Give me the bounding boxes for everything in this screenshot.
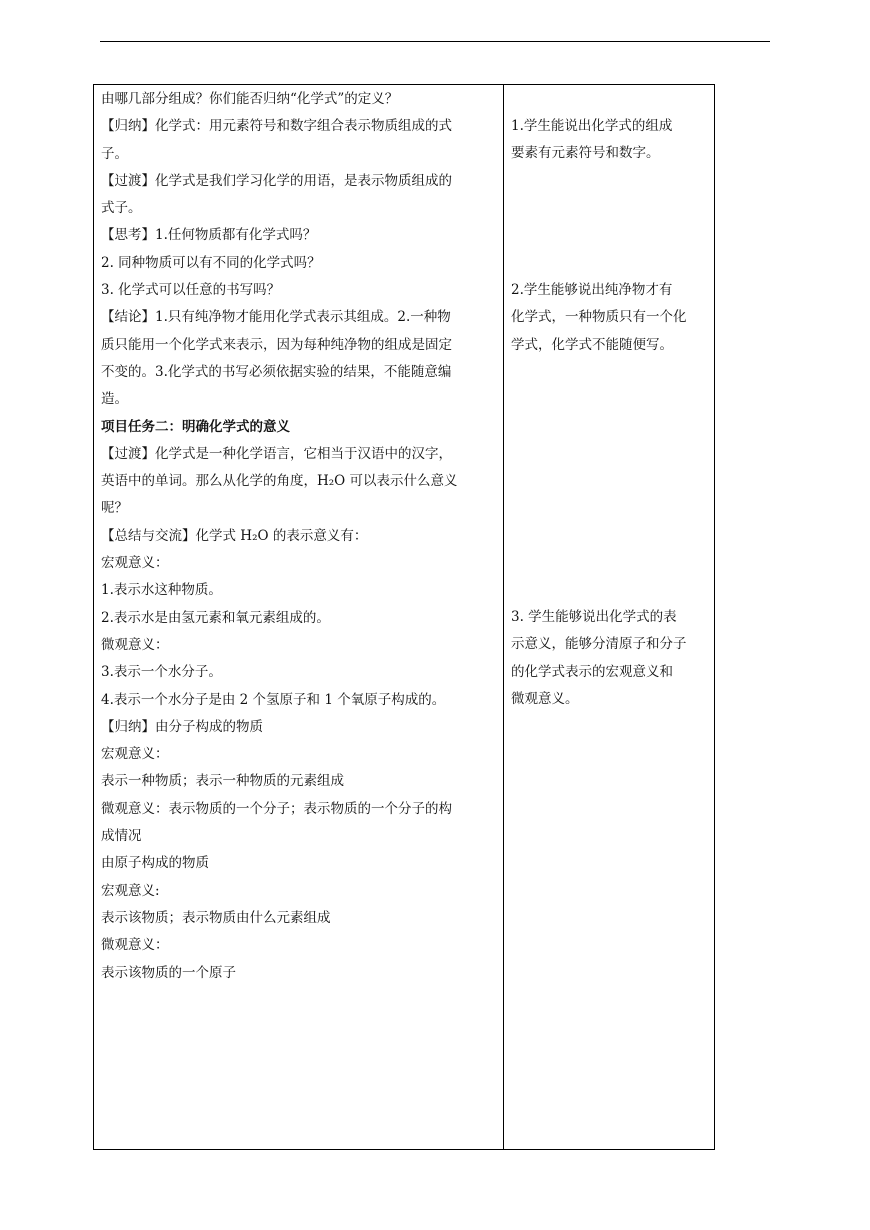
teaching-process-column bbox=[101, 86, 497, 987]
text-line: 2.表示水是由氢元素和氧元素组成的。 bbox=[101, 609, 330, 626]
text-line: 表示一种物质；表示一种物质的元素组成 bbox=[101, 773, 344, 790]
text-line: 宏观意义: bbox=[101, 882, 160, 899]
text-line: 由原子构成的物质 bbox=[101, 855, 209, 872]
text-line: 微观意义：表示物质的一个分子；表示物质的一个分子的构 bbox=[101, 800, 452, 817]
learning-outcome-3 bbox=[511, 604, 707, 713]
text-line: 【归纳】由分子构成的物质 bbox=[101, 718, 263, 735]
outcome-line: 化学式，一种物质只有一个化 bbox=[511, 309, 687, 326]
text-line: 【过渡】化学式是我们学习化学的用语，是表示物质组成的 bbox=[101, 172, 452, 189]
text-line: 【归纳】化学式：用元素符号和数字组合表示物质组成的式 bbox=[101, 118, 452, 135]
header-rule bbox=[100, 41, 770, 42]
text-line: 英语中的单词。那么从化学的角度，H₂O 可以表示什么意义 bbox=[101, 473, 458, 490]
outcome-line: 2.学生能够说出纯净物才有 bbox=[511, 282, 673, 298]
outcome-line: 的化学式表示的宏观意义和 bbox=[511, 663, 673, 680]
text-line: 3.表示一个水分子。 bbox=[101, 664, 222, 681]
outcome-line: 1.学生能说出化学式的组成 bbox=[511, 118, 673, 134]
text-line: 由哪几部分组成？你们能否归纳“化学式”的定义？ bbox=[101, 91, 399, 107]
column-divider bbox=[503, 85, 504, 1149]
text-line: 【思考】1.任何物质都有化学式吗？ bbox=[101, 227, 317, 244]
text-line: 【过渡】化学式是一种化学语言，它相当于汉语中的汉字， bbox=[101, 445, 452, 462]
text-line: 1.表示水这种物质。 bbox=[101, 582, 222, 599]
text-line: 微观意义： bbox=[101, 636, 169, 653]
text-line: 式子。 bbox=[101, 200, 142, 217]
text-line: 造。 bbox=[101, 391, 128, 408]
text-line: 【结论】1.只有纯净物才能用化学式表示其组成。2.一种物 bbox=[101, 309, 451, 326]
text-line: 表示该物质；表示物质由什么元素组成 bbox=[101, 909, 331, 926]
learning-outcome-2 bbox=[511, 277, 707, 359]
section-heading: 项目任务二：明确化学式的意义 bbox=[101, 418, 290, 435]
text-line: 3. 化学式可以任意的书写吗？ bbox=[101, 282, 281, 299]
outcome-line: 3. 学生能够说出化学式的表 bbox=[511, 609, 677, 625]
text-line: 宏观意义： bbox=[101, 746, 169, 763]
text-line: 质只能用一个化学式来表示，因为每种纯净物的组成是固定 bbox=[101, 336, 452, 353]
outcome-line: 学式，化学式不能随便写。 bbox=[511, 336, 673, 353]
text-line: 【总结与交流】化学式 H₂O 的表示意义有： bbox=[101, 527, 368, 544]
text-line: 成情况 bbox=[101, 828, 142, 845]
outcome-line: 示意义，能够分清原子和分子 bbox=[511, 636, 687, 653]
learning-outcome-1 bbox=[511, 113, 707, 168]
outcome-line: 要素有元素符号和数字。 bbox=[511, 145, 660, 162]
text-line: 呢？ bbox=[101, 500, 128, 517]
text-line: 子。 bbox=[101, 145, 128, 162]
text-line: 宏观意义： bbox=[101, 555, 169, 572]
text-line: 微观意义： bbox=[101, 937, 169, 954]
lesson-table bbox=[93, 84, 715, 1150]
text-line: 2. 同种物质可以有不同的化学式吗？ bbox=[101, 254, 321, 271]
text-line: 表示该物质的一个原子 bbox=[101, 964, 236, 981]
text-line: 4.表示一个水分子是由 2 个氢原子和 1 个氧原子构成的。 bbox=[101, 691, 446, 708]
outcome-line: 微观意义。 bbox=[511, 690, 579, 707]
text-line: 不变的。3.化学式的书写必须依据实验的结果，不能随意编 bbox=[101, 363, 452, 380]
